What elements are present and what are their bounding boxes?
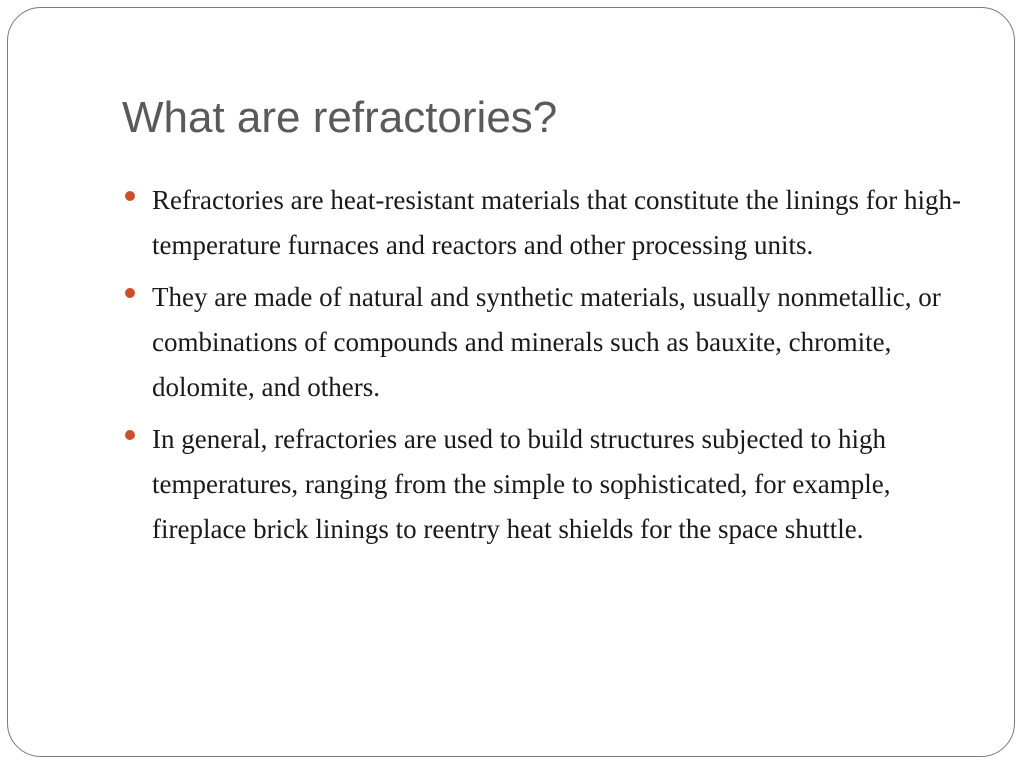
- bullet-text: They are made of natural and synthetic materials, usually nonmetallic, or combinations of compounds and minerals such as bauxite, chromite, dolomite, and others.: [152, 282, 941, 402]
- bullet-dot-icon: [125, 288, 135, 298]
- bullet-text: Refractories are heat-resistant materials that constitute the linings for high-temperature furnaces and reactors and other processing units.: [152, 185, 961, 260]
- bullet-item: [122, 178, 972, 268]
- bullet-item: [122, 417, 972, 552]
- bullet-text: In general, refractories are used to build structures subjected to high temperatures, ranging from the simple to sophisticated, for example, fireplace brick linings to reentry heat shields for the space shuttle.: [152, 424, 891, 544]
- slide-frame: [7, 7, 1015, 757]
- bullet-list: [122, 178, 972, 559]
- bullet-item: [122, 275, 972, 410]
- bullet-dot-icon: [125, 430, 135, 440]
- bullet-dot-icon: [125, 191, 135, 201]
- slide-title: What are refractories?: [122, 93, 558, 142]
